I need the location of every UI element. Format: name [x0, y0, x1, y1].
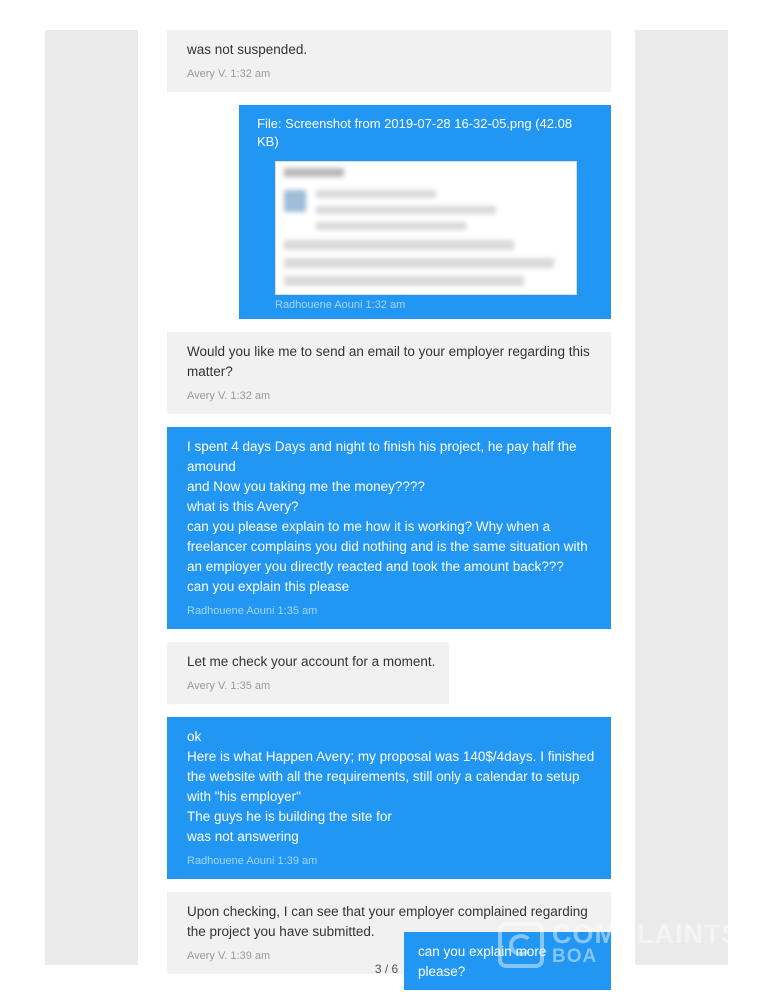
chat-message-partial — [404, 932, 611, 990]
chat-message — [167, 717, 611, 879]
message-meta: Radhouene Aouni 1:39 am — [187, 855, 318, 867]
message-line: can you please explain to me how it is working? Why when a freelancer complains you did nothing and is the same situation with an employer you directly reacted and took the amount back??? — [187, 519, 588, 574]
chat-message — [167, 642, 449, 704]
chat-message — [167, 30, 611, 92]
message-line: ok — [187, 729, 202, 744]
attachment-filename: File: Screenshot from 2019-07-28 16-32-05.png (42.08 KB) — [257, 116, 573, 149]
attachment-thumbnail[interactable] — [275, 161, 577, 295]
message-line: can you explain more please? — [418, 944, 547, 979]
message-line: was not suspended. — [187, 42, 308, 57]
chat-message — [167, 332, 611, 414]
watermark-line1: COMPLAINTS — [552, 919, 741, 949]
message-meta: Avery V. 1:35 am — [187, 680, 271, 692]
attachment-meta: Radhouene Aouni 1:32 am — [275, 299, 406, 311]
chat-message — [167, 427, 611, 629]
message-meta: Radhouene Aouni 1:35 am — [187, 605, 318, 617]
message-line: Would you like me to send an email to your employer regarding this matter? — [187, 344, 590, 379]
page-gutter-right — [635, 30, 728, 965]
message-line: and Now you taking me the money???? — [187, 479, 425, 494]
watermark-line2: BOA — [552, 946, 598, 967]
message-meta: Avery V. 1:32 am — [187, 68, 271, 80]
attachment-bubble[interactable] — [239, 105, 611, 319]
message-line: can you explain this please — [187, 579, 350, 594]
page-number: 3 / 6 — [374, 962, 399, 976]
message-line: what is this Avery? — [187, 499, 299, 514]
message-line: was not answering — [187, 829, 299, 844]
message-line: Upon checking, I can see that your employer complained regarding the project you have submitted. — [187, 904, 588, 939]
message-line: The guys he is building the site for — [187, 809, 392, 824]
message-line: I spent 4 days Days and night to finish his project, he pay half the amound — [187, 439, 577, 474]
message-meta: Avery V. 1:32 am — [187, 390, 271, 402]
message-meta: Avery V. 1:39 am — [187, 950, 271, 962]
message-line: Let me check your account for a moment. — [187, 654, 436, 669]
page-gutter-left — [45, 30, 138, 965]
message-line: Here is what Happen Avery; my proposal was 140$/4days. I finished the website with all the requirements, still only a calendar to setup with "his employer" — [187, 749, 595, 804]
chat-transcript — [167, 30, 611, 987]
